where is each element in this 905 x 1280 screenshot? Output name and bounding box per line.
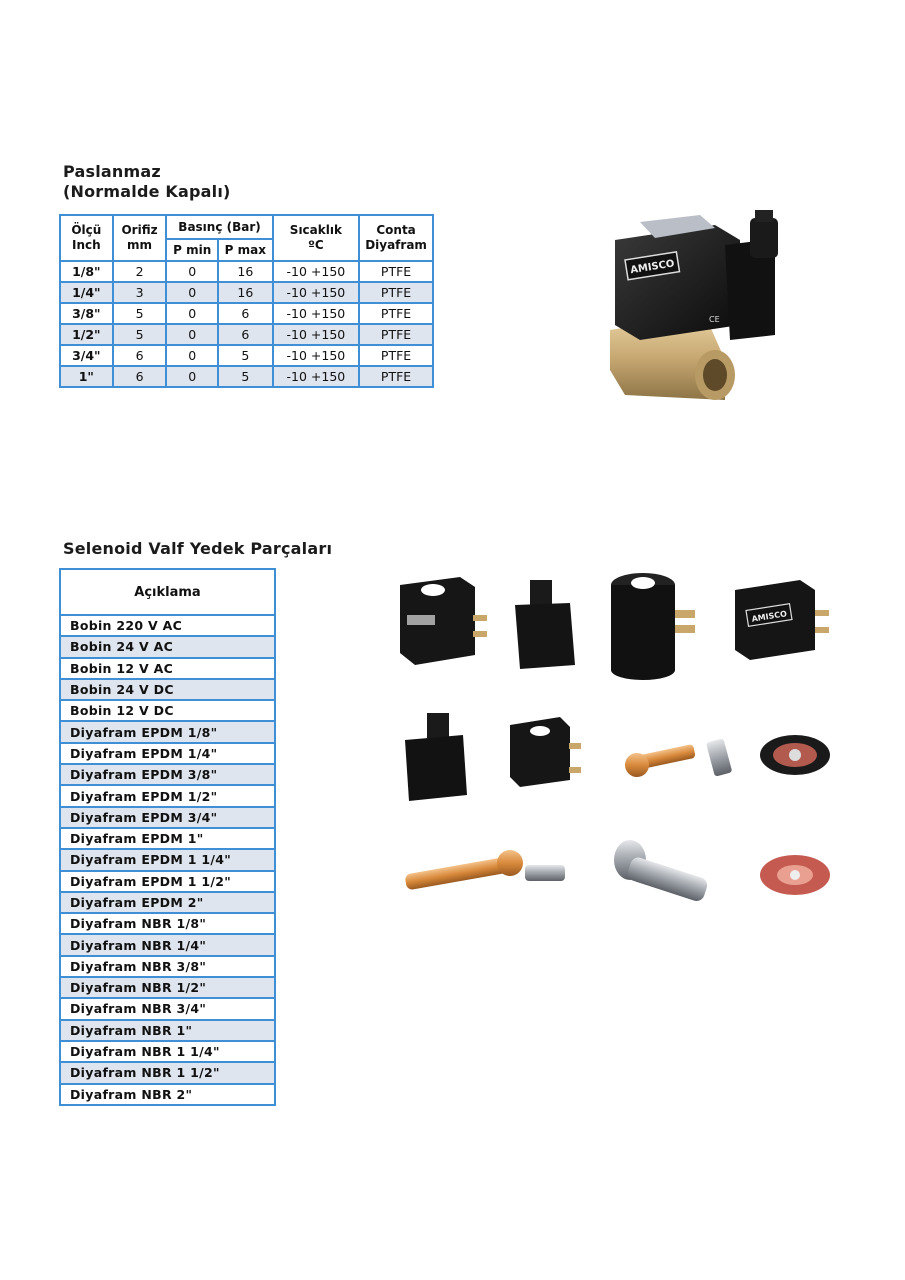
- spec-row: [60, 303, 433, 324]
- large-coil-icon: [611, 573, 695, 680]
- spec-cell-temperature: -10 +150: [273, 366, 359, 387]
- part-row: [60, 913, 275, 934]
- spec-cell-pmax: 5: [218, 345, 273, 366]
- spec-cell-pmin: 0: [166, 324, 218, 345]
- header-temperature: [273, 215, 359, 261]
- valve-brand-label: AMISCO: [629, 258, 676, 277]
- small-steel-core-icon: [525, 865, 565, 881]
- part-description: Bobin 24 V AC: [60, 636, 275, 657]
- part-row: [60, 934, 275, 955]
- part-description: Diyafram NBR 1 1/2": [60, 1062, 275, 1083]
- spec-cell-size: 3/8": [60, 303, 113, 324]
- long-brass-tube-icon: [404, 850, 523, 890]
- spec-cell-pmax: 16: [218, 261, 273, 282]
- spec-cell-seal: PTFE: [359, 345, 433, 366]
- part-row: [60, 636, 275, 657]
- spec-cell-temperature: -10 +150: [273, 324, 359, 345]
- steel-core-icon: [706, 738, 732, 776]
- part-row: [60, 658, 275, 679]
- header-orifice-label: Orifiz: [121, 223, 158, 237]
- part-row: [60, 785, 275, 806]
- spare-parts-table: [59, 568, 276, 1106]
- part-row: [60, 871, 275, 892]
- spec-cell-pmin: 0: [166, 282, 218, 303]
- diaphragm-red-icon: [760, 855, 830, 895]
- part-description: Diyafram EPDM 1 1/2": [60, 871, 275, 892]
- header-pressure: Basınç (Bar): [166, 215, 272, 239]
- part-row: [60, 807, 275, 828]
- spec-cell-seal: PTFE: [359, 366, 433, 387]
- diaphragm-black-icon: [760, 735, 830, 775]
- coil-with-terminals-icon: [400, 577, 487, 665]
- spec-row: [60, 282, 433, 303]
- header-seal-sub: Diyafram: [365, 238, 427, 252]
- part-description: Diyafram NBR 2": [60, 1084, 275, 1105]
- spec-cell-orifice: 5: [113, 303, 167, 324]
- spec-cell-pmin: 0: [166, 366, 218, 387]
- part-description: Diyafram EPDM 1/8": [60, 721, 275, 742]
- coil-brand-label: AMISCO: [750, 609, 788, 624]
- spec-cell-seal: PTFE: [359, 324, 433, 345]
- spec-table: [59, 214, 434, 388]
- spec-cell-size: 1/8": [60, 261, 113, 282]
- header-orifice: [113, 215, 167, 261]
- spec-cell-pmin: 0: [166, 345, 218, 366]
- small-coil-icon: [510, 717, 581, 787]
- part-description: Diyafram EPDM 1/2": [60, 785, 275, 806]
- spec-row: [60, 366, 433, 387]
- spec-row: [60, 345, 433, 366]
- spec-cell-pmin: 0: [166, 261, 218, 282]
- spec-cell-orifice: 5: [113, 324, 167, 345]
- header-temperature-unit: ºC: [308, 238, 324, 252]
- armature-tube-icon: [614, 840, 709, 903]
- section-title-spare-parts: Selenoid Valf Yedek Parçaları: [63, 539, 333, 558]
- header-pmax: P max: [218, 239, 273, 261]
- part-row: [60, 700, 275, 721]
- part-description: Bobin 24 V DC: [60, 679, 275, 700]
- part-row: [60, 1020, 275, 1041]
- part-description: Diyafram EPDM 1/4": [60, 743, 275, 764]
- part-row: [60, 743, 275, 764]
- spec-cell-temperature: -10 +150: [273, 282, 359, 303]
- spec-cell-seal: PTFE: [359, 303, 433, 324]
- spec-cell-size: 1/4": [60, 282, 113, 303]
- spec-row: [60, 324, 433, 345]
- brass-plunger-tube-icon: [625, 744, 696, 777]
- coil-amisco-icon: [735, 580, 829, 660]
- spec-cell-orifice: 2: [113, 261, 167, 282]
- part-description: Diyafram NBR 1/4": [60, 934, 275, 955]
- header-size-label: Ölçü: [71, 223, 102, 237]
- header-seal-label: Conta: [376, 223, 416, 237]
- spec-cell-size: 3/4": [60, 345, 113, 366]
- part-description: Diyafram NBR 3/8": [60, 956, 275, 977]
- part-description: Diyafram EPDM 1 1/4": [60, 849, 275, 870]
- header-size-unit: Inch: [72, 238, 101, 252]
- header-seal: [359, 215, 433, 261]
- header-pmin: P min: [166, 239, 218, 261]
- section-title-paslanmaz: Paslanmaz: [63, 162, 161, 181]
- spec-row: [60, 261, 433, 282]
- connector-plug-small-icon: [405, 713, 467, 801]
- part-description: Diyafram NBR 3/4": [60, 998, 275, 1019]
- spec-cell-pmax: 6: [218, 303, 273, 324]
- section-subtitle-normally-closed: (Normalde Kapalı): [63, 182, 231, 201]
- spec-cell-temperature: -10 +150: [273, 303, 359, 324]
- spec-cell-pmax: 6: [218, 324, 273, 345]
- spec-cell-orifice: 6: [113, 345, 167, 366]
- part-row: [60, 1041, 275, 1062]
- header-description: Açıklama: [60, 569, 275, 615]
- spec-cell-seal: PTFE: [359, 261, 433, 282]
- part-row: [60, 892, 275, 913]
- spec-cell-temperature: -10 +150: [273, 345, 359, 366]
- part-description: Diyafram EPDM 3/4": [60, 807, 275, 828]
- part-row: [60, 1084, 275, 1105]
- header-orifice-unit: mm: [127, 238, 153, 252]
- part-row: [60, 1062, 275, 1083]
- part-row: [60, 998, 275, 1019]
- spare-parts-image: [385, 565, 845, 910]
- part-description: Diyafram NBR 1 1/4": [60, 1041, 275, 1062]
- part-description: Diyafram EPDM 2": [60, 892, 275, 913]
- part-row: [60, 956, 275, 977]
- spec-cell-pmin: 0: [166, 303, 218, 324]
- spec-cell-pmax: 16: [218, 282, 273, 303]
- part-row: [60, 721, 275, 742]
- part-row: [60, 679, 275, 700]
- part-description: Diyafram NBR 1/8": [60, 913, 275, 934]
- part-row: [60, 849, 275, 870]
- part-row: [60, 764, 275, 785]
- connector-plug-icon: [515, 580, 575, 669]
- part-description: Diyafram EPDM 1": [60, 828, 275, 849]
- spec-cell-pmax: 5: [218, 366, 273, 387]
- part-row: [60, 615, 275, 636]
- spec-cell-orifice: 3: [113, 282, 167, 303]
- spec-cell-size: 1": [60, 366, 113, 387]
- part-description: Bobin 12 V AC: [60, 658, 275, 679]
- spec-cell-seal: PTFE: [359, 282, 433, 303]
- part-description: Diyafram NBR 1": [60, 1020, 275, 1041]
- part-description: Bobin 220 V AC: [60, 615, 275, 636]
- part-row: [60, 828, 275, 849]
- solenoid-valve-image: [605, 210, 815, 410]
- part-row: [60, 977, 275, 998]
- part-description: Diyafram EPDM 3/8": [60, 764, 275, 785]
- spec-cell-orifice: 6: [113, 366, 167, 387]
- part-description: Diyafram NBR 1/2": [60, 977, 275, 998]
- ce-mark: CE: [709, 315, 720, 324]
- part-description: Bobin 12 V DC: [60, 700, 275, 721]
- header-size: [60, 215, 113, 261]
- header-temperature-label: Sıcaklık: [289, 223, 342, 237]
- spec-cell-size: 1/2": [60, 324, 113, 345]
- spec-cell-temperature: -10 +150: [273, 261, 359, 282]
